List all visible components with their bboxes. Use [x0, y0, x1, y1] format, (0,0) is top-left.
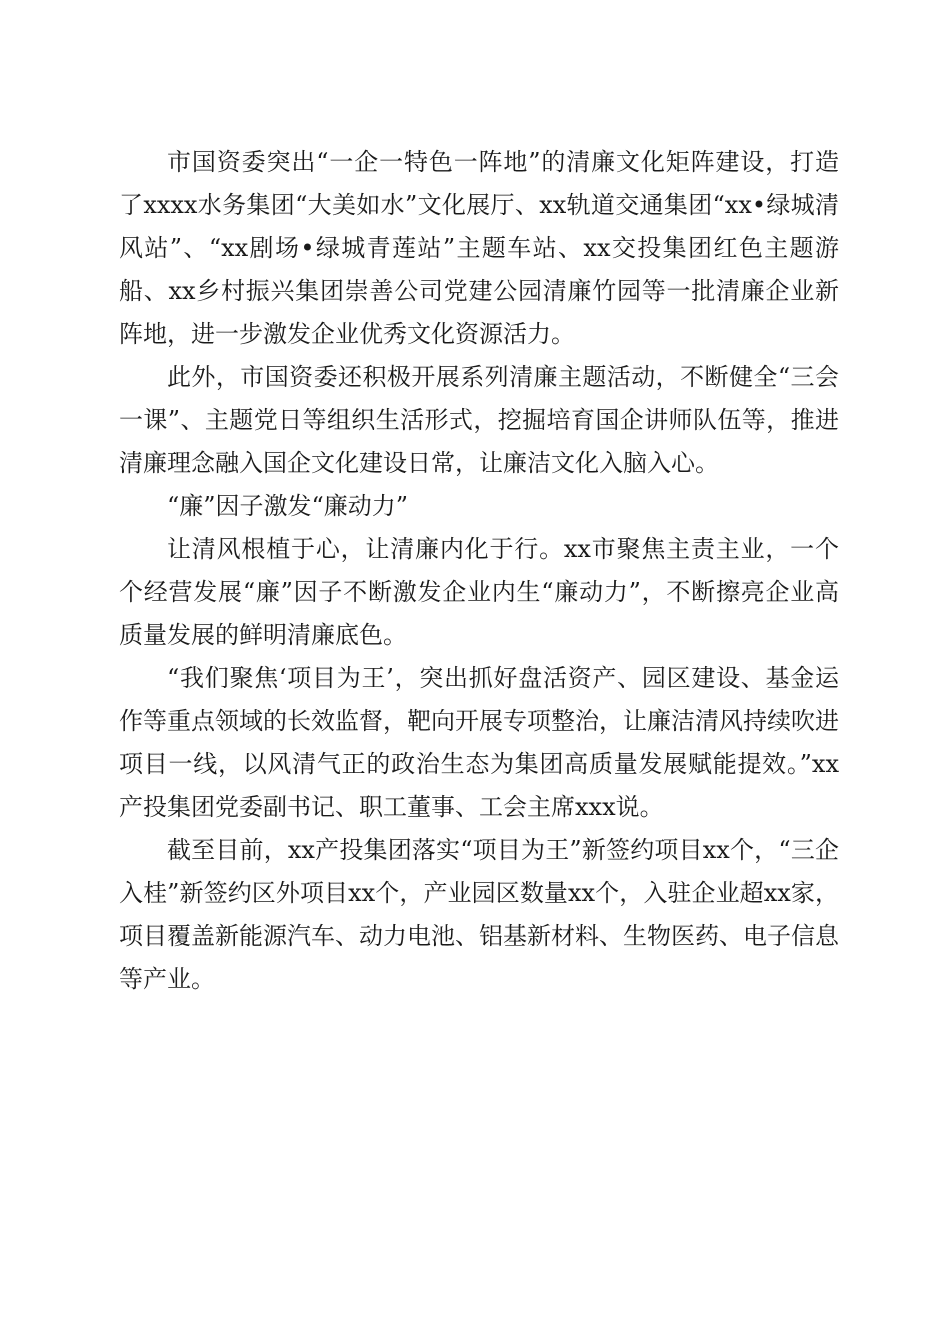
paragraph-culture-matrix: 市国资委突出“一企一特色一阵地”的清廉文化矩阵建设，打造了xxxx水务集团“大美如水”文化展厅、xx轨道交通集团“xx•绿城清风站”、“xx剧场•绿城青莲站”主题车站、xx交投集团红色主题游船、xx乡村振兴集团崇善公司党建公园清廉竹园等一批清廉企业新阵地，进一步激发企业优秀文化资源活力。 — [119, 148, 839, 348]
section-heading: “廉”因子激发“廉动力” — [167, 492, 409, 520]
paragraph-project-stats: 截至目前，xx产投集团落实“项目为王”新签约项目xx个，“三企入桂”新签约区外项目xx个，产业园区数量xx个，入驻企业超xx家，项目覆盖新能源汽车、动力电池、铝基新材料、生物医药、电子信息等产业。 — [119, 836, 839, 993]
paragraph-theme-activities: 此外，市国资委还积极开展系列清廉主题活动，不断健全“三会一课”、主题党日等组织生活形式，挖掘培育国企讲师队伍等，推进清廉理念融入国企文化建设日常，让廉洁文化入脑入心。 — [119, 363, 839, 477]
document-body — [119, 141, 839, 1001]
paragraph-quote: “我们聚焦‘项目为王’，突出抓好盘活资产、园区建设、基金运作等重点领域的长效监督，靶向开展专项整治，让廉洁清风持续吹进项目一线，以风清气正的政治生态为集团高质量发展赋能提效。”xx产投集团党委副书记、职工董事、工会主席xxx说。 — [119, 664, 839, 821]
paragraph-focus-main-business: 让清风根植于心，让清廉内化于行。xx市聚焦主责主业，一个个经营发展“廉”因子不断激发企业内生“廉动力”，不断擦亮企业高质量发展的鲜明清廉底色。 — [119, 535, 839, 649]
